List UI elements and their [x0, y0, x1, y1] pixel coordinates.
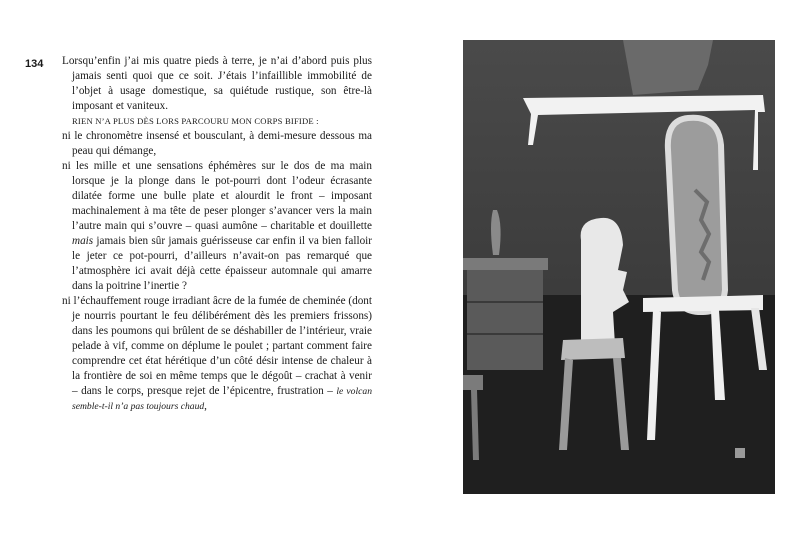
illustration — [463, 40, 775, 494]
illustration-drawing — [463, 40, 775, 494]
paragraph-3-part-a: ni les mille et une sensations éphémères sur le dos de ma main lorsque je la plonge dans le pot-pourri dont l’odeur écrasante dilatée forme une bulle plate et alourdit le front – imposant machinalement à ma tête de peser plonger s’avancer vers la main l’autre main qui s’ouvre – quasi aumône – charitable et douillette — [62, 160, 372, 232]
paragraph-4-part-a: ni l’échauffement rouge irradiant âcre de la fumée de cheminée (dont je nourris pourtant le feu délibérément dès les premiers frissons) dans les poumons qui brûlent de se déshabiller de l’intérieur, vraie pelade à vif, comme on déplume le poulet ; partant comment faire comprendre cet état hérétique d’un côté désir intense de chaleur à la frontière de soi en même temps que le dégoût – crachat à venir – dans le corps, presque rejet de l’épicentre, frustration – — [62, 295, 372, 397]
page-number: 134 — [25, 58, 44, 70]
commode-top — [463, 258, 548, 270]
mirror — [668, 118, 725, 312]
section-heading: RIEN N’A PLUS DÈS LORS PARCOURU MON CORPS BIFIDE : — [72, 116, 319, 126]
paragraph-4-italic: le volcan semble-t-il n’a pas toujours chaud — [72, 386, 372, 412]
paragraph-4-end: , — [204, 400, 207, 412]
commode-body — [467, 270, 543, 370]
paragraph-4 — [62, 294, 372, 414]
body-text — [62, 54, 372, 414]
chair-seat — [561, 338, 625, 360]
paragraph-3-emphasis: mais — [72, 235, 94, 247]
signature-mark — [735, 448, 745, 458]
paragraph-2: ni le chronomètre insensé et bousculant, à demi-mesure dessous ma peau qui démange, — [62, 130, 372, 157]
paragraph-3 — [62, 159, 372, 294]
paragraph-3-part-b: jamais bien sûr jamais guérisseuse car enfin il va bien falloir le jeter ce pot-pourri, d’ailleurs n’avait-on pas remarqué que l’atmosphère ici avait déjà cette épaisseur automnale qui amarre dans la poitrine l’inertie ? — [72, 235, 372, 292]
paragraph-1: Lorsqu’enfin j’ai mis quatre pieds à terre, je n’ai d’abord puis plus jamais senti quoi que ce soit. J’étais l’infaillible immobilité de l’objet à usage domestique, sa quiétude rustique, son être-là imposant et vaniteux. — [62, 55, 372, 112]
